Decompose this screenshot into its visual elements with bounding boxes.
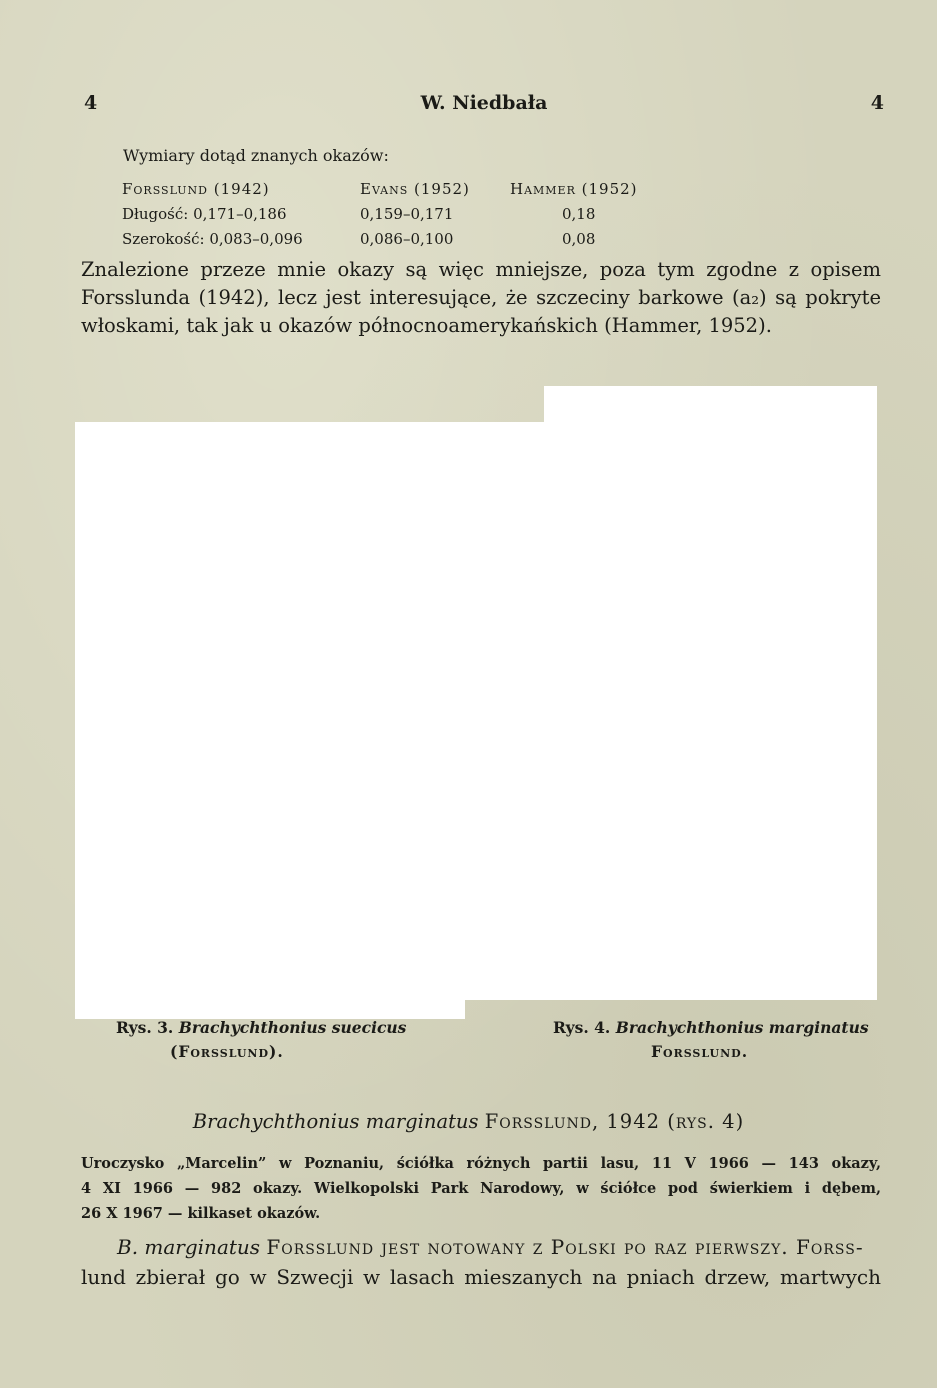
- figure-4-caption: [553, 1016, 869, 1064]
- row-value: 0,171–0,186: [193, 204, 287, 223]
- table-cell: 0,159–0,171: [360, 204, 454, 223]
- column-header: Hammer (1952): [510, 179, 638, 198]
- column-header: Forsslund (1942): [122, 179, 270, 198]
- table-cell: 0,08: [562, 229, 596, 248]
- figure-3-caption: [116, 1016, 406, 1064]
- page-number-right: 4: [870, 92, 884, 114]
- running-title: W. Niedbała: [420, 92, 548, 114]
- table-cell: [122, 226, 360, 251]
- figure-gap-fill: [465, 422, 545, 1000]
- paragraph-line: Forsslunda (1942), lecz jest interesujące, że szczeciny barkowe (a₂) są pokryte: [81, 286, 881, 309]
- page-number-left: 4: [84, 92, 98, 114]
- section-heading: [0, 1110, 937, 1133]
- page-header: [84, 92, 884, 120]
- paragraph-line: 4 XI 1966 — 982 okazy. Wielkopolski Park Narodowy, w ściółce pod świerkiem i dębem,: [81, 1180, 881, 1197]
- paragraph-species: B. marginatus: [117, 1235, 261, 1259]
- table-header-row: [122, 176, 638, 201]
- section-species: Brachychthonius marginatus: [192, 1110, 479, 1133]
- paragraph-line: [81, 1232, 881, 1262]
- row-label: Długość:: [122, 204, 189, 223]
- records-paragraph: [81, 1151, 881, 1226]
- table-cell: [122, 201, 360, 226]
- table-cell: 0,086–0,100: [360, 229, 454, 248]
- dimensions-table: [122, 176, 638, 251]
- paragraph-line: 26 X 1967 — kilkaset okazów.: [81, 1205, 321, 1222]
- dimensions-title: Wymiary dotąd znanych okazów:: [123, 146, 389, 165]
- figure-3-caption-species: Brachychthonius suecicus: [178, 1018, 407, 1037]
- figure-4-caption-species: Brachychthonius marginatus: [615, 1018, 869, 1037]
- paragraph-distribution: [81, 1232, 881, 1292]
- row-label: Szerokość:: [122, 229, 205, 248]
- figure-4-image: [544, 386, 877, 1000]
- table-cell: 0,18: [562, 204, 596, 223]
- figure-3-caption-prefix: Rys. 3.: [116, 1018, 174, 1037]
- paragraph-line: Znalezione przeze mnie okazy są więc mniejsze, poza tym zgodne z opisem: [81, 258, 881, 281]
- table-row: [122, 226, 638, 251]
- figure-4-caption-author: Forsslund.: [651, 1042, 749, 1061]
- figure-4-caption-prefix: Rys. 4.: [553, 1018, 611, 1037]
- paragraph-line: lund zbierał go w Szwecji w lasach mieszanych na pniach drzew, martwych: [81, 1265, 881, 1289]
- row-value: 0,083–0,096: [209, 229, 303, 248]
- paragraph-findings: [81, 256, 881, 340]
- table-row: [122, 201, 638, 226]
- figure-3-image: [75, 422, 465, 1019]
- paragraph-line: Uroczysko „Marcelin” w Poznaniu, ściółka różnych partii lasu, 11 V 1966 — 143 okazy,: [81, 1155, 881, 1172]
- figure-3-caption-author: (Forsslund).: [170, 1042, 284, 1061]
- paragraph-line: włoskami, tak jak u okazów północnoamerykańskich (Hammer, 1952).: [81, 314, 772, 337]
- section-author-year: Forsslund, 1942 (rys. 4): [484, 1110, 745, 1133]
- paragraph-text: Forsslund jest notowany z Polski po raz pierwszy. Forss-: [266, 1235, 864, 1259]
- column-header: Evans (1952): [360, 179, 470, 198]
